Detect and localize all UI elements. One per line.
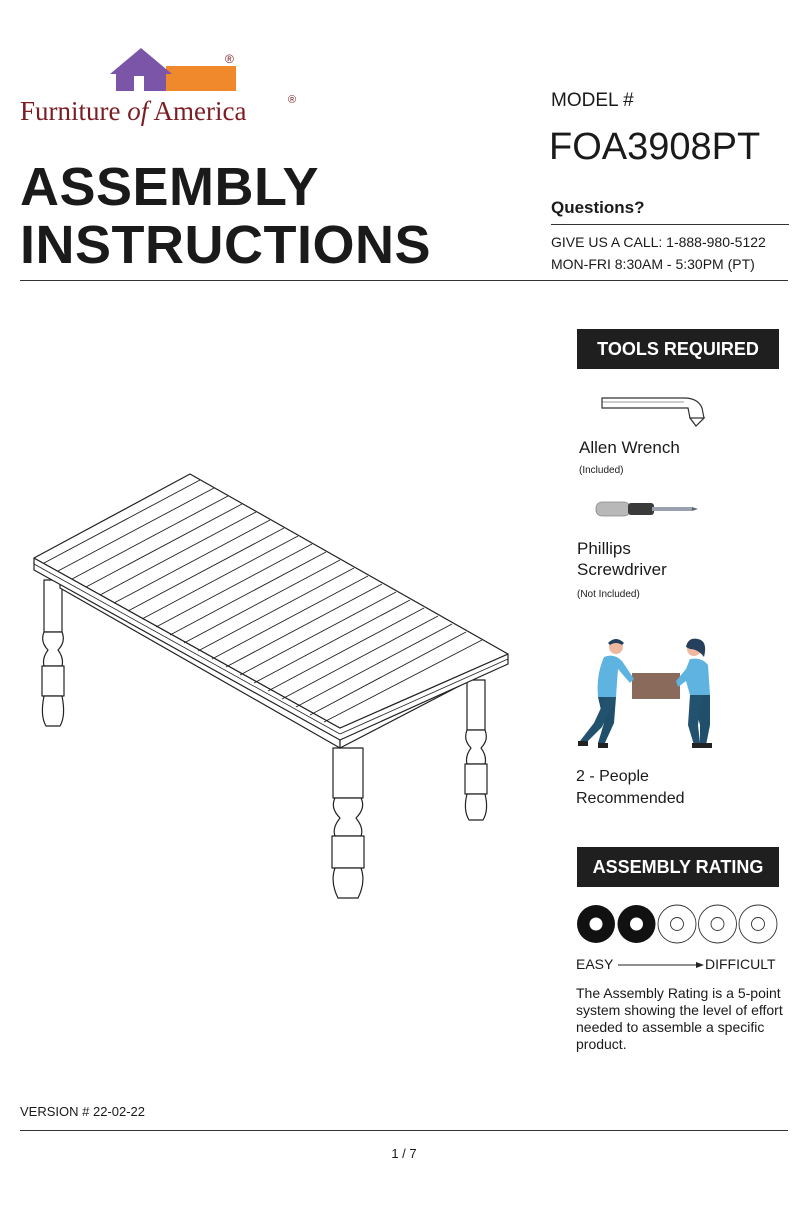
assembly-rating-header: ASSEMBLY RATING [577, 847, 779, 887]
brand-name [20, 96, 246, 127]
page-title [20, 158, 431, 274]
rating-easy-label: EASY [576, 956, 614, 972]
screwdriver-label-line1: Phillips [577, 539, 631, 558]
tools-required-header: TOOLS REQUIRED [577, 329, 779, 369]
brand-name-part: America [148, 96, 247, 126]
rating-dots [576, 904, 780, 944]
allen-wrench-icon [598, 390, 710, 434]
screwdriver-note: (Not Included) [577, 589, 640, 600]
rating-dot-center [671, 918, 684, 931]
brand-name-of: of [127, 96, 149, 126]
table-leg [42, 580, 64, 726]
divider [20, 1130, 788, 1131]
model-label: MODEL # [551, 90, 634, 111]
rating-difficult-label: DIFFICULT [705, 956, 776, 972]
questions-heading: Questions? [551, 198, 645, 217]
version-label: VERSION # 22-02-22 [20, 1104, 146, 1119]
arrow-right-icon [616, 958, 706, 972]
allen-wrench-note: (Included) [579, 465, 624, 476]
rating-dot-center [630, 918, 643, 931]
divider [551, 224, 789, 225]
rating-dot-center [752, 918, 765, 931]
screwdriver-label [577, 538, 777, 580]
two-people-carrying-icon [574, 635, 734, 755]
dining-table-illustration [30, 470, 520, 910]
people-label [576, 766, 776, 810]
model-number: FOA3908PT [549, 126, 761, 168]
registered-mark-text: ® [288, 94, 297, 106]
hours-line: MON-FRI 8:30AM - 5:30PM (PT) [551, 256, 755, 272]
divider [20, 280, 788, 281]
table-leg [332, 748, 364, 898]
rating-description: The Assembly Rating is a 5-point system showing the level of effort needed to assemble a specific product. [576, 985, 783, 1052]
allen-wrench-label: Allen Wrench [579, 438, 680, 457]
people-label-line2: Recommended [576, 790, 685, 807]
page-title-line2: INSTRUCTIONS [20, 215, 431, 275]
screwdriver-icon [594, 498, 700, 520]
page-title-line1: ASSEMBLY [20, 157, 320, 217]
phone-line: GIVE US A CALL: 1-888-980-5122 [551, 234, 766, 250]
screwdriver-label-line2: Screwdriver [577, 560, 667, 579]
registered-mark: ® [225, 52, 234, 66]
page-number: 1 / 7 [391, 1146, 417, 1161]
rating-dot-center [590, 918, 603, 931]
brand-name-part: Furniture [20, 96, 128, 126]
house-logo-icon [108, 46, 238, 96]
table-leg [465, 680, 487, 820]
rating-dot-center [711, 918, 724, 931]
people-label-line1: 2 - People [576, 768, 649, 785]
